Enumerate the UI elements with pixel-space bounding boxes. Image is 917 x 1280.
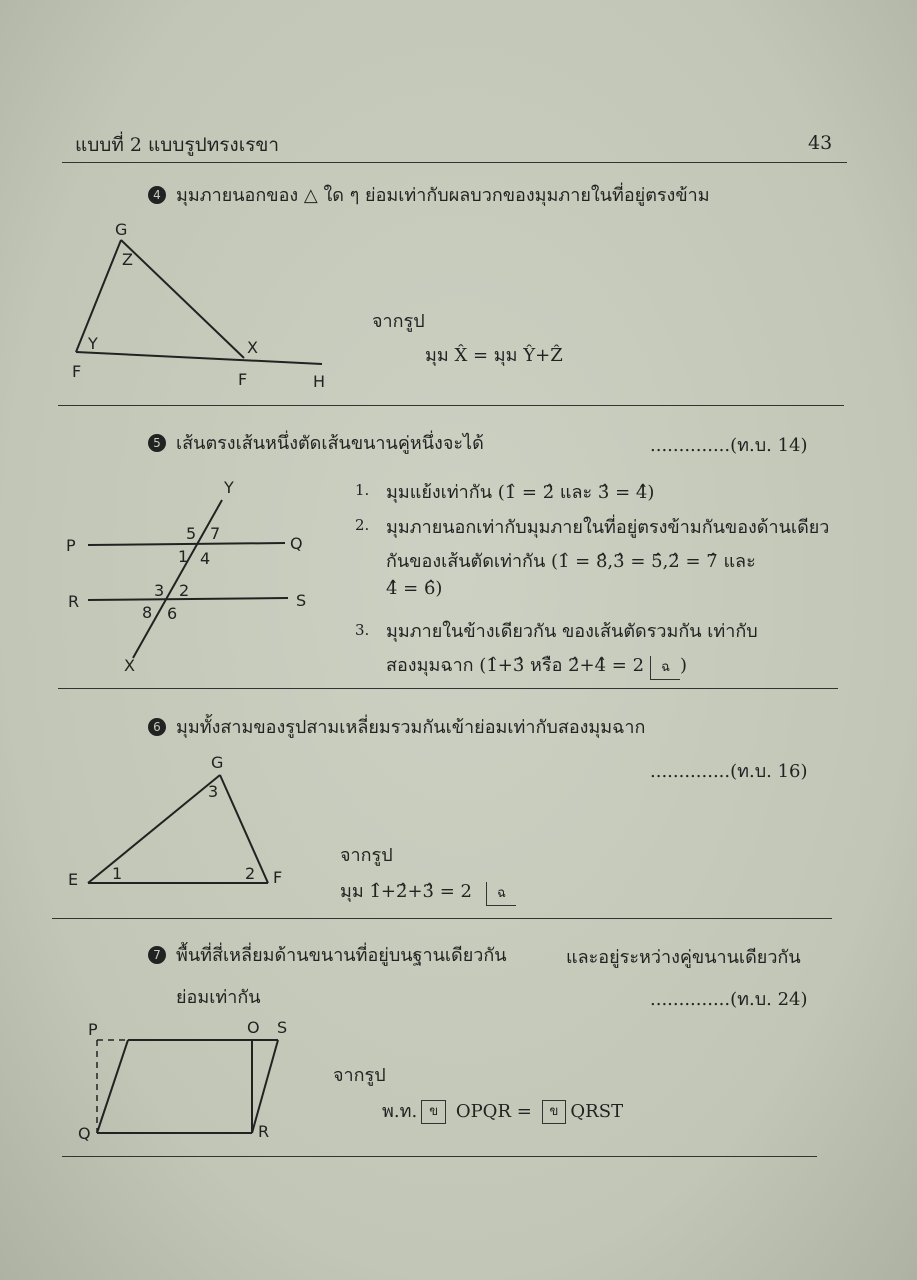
section-7-reference: ..............(ท.บ. 24) (650, 989, 808, 1010)
label-r: R (258, 1122, 270, 1141)
label-p: P (66, 536, 76, 555)
section-4-from-figure: จากรูป (372, 311, 425, 332)
label-p: P (88, 1020, 98, 1039)
label-x: X (247, 338, 258, 357)
formula-opqr: OPQR = (455, 1101, 532, 1122)
label-z: Z (122, 250, 133, 269)
page-number: 43 (808, 132, 833, 154)
label-g: G (115, 220, 128, 239)
angle-8: 8 (142, 603, 153, 622)
label-r: R (68, 592, 80, 611)
section-7-number: 7 (148, 946, 166, 964)
item-3-number: 3. (355, 621, 370, 639)
angle-4: 4 (200, 549, 211, 568)
section-7-text-line-2: ย่อมเท่ากัน (176, 987, 261, 1008)
section-6-formula: มุม 1̂+2̂+3̂ = 2 (340, 881, 472, 902)
angle-1: 1 (178, 547, 189, 566)
item-3-line-1: มุมภายในข้างเดียวกัน ของเส้นตัดรวมกัน เท่ากับ (386, 621, 758, 642)
angle-6: 6 (167, 604, 178, 623)
box-kh-2: ข (542, 1100, 567, 1124)
section-4-number: 4 (148, 186, 166, 204)
section-6-from-figure: จากรูป (340, 845, 393, 866)
section-7-text-a: พื้นที่สี่เหลี่ยมด้านขนานที่อยู่บนฐานเดียวกัน (176, 945, 507, 966)
label-e: E (68, 870, 79, 889)
item-2-number: 2. (355, 516, 370, 534)
item-1-text: มุมแย้งเท่ากัน (1̂ = 2̂ และ 3̂ = 4̂) (386, 482, 655, 503)
section-5-reference: ..............(ท.บ. 14) (650, 435, 808, 456)
item-2-line-2: กันของเส้นตัดเท่ากัน (1̂ = 8̂,3̂ = 5̂,2̂ = 7̂ และ (386, 551, 756, 572)
label-y: Y (88, 334, 98, 353)
label-h: H (313, 372, 326, 391)
angle-7: 7 (210, 524, 221, 543)
section-7-rule (62, 1156, 817, 1157)
header-title: แบบที่ 2 แบบรูปทรงเรขา (75, 134, 280, 156)
section-7-formula-line (382, 1096, 623, 1125)
label-q: Q (78, 1124, 91, 1143)
angle-5: 5 (186, 524, 197, 543)
item-1-number: 1. (355, 481, 370, 499)
section-7-text-b: และอยู่ระหว่างคู่ขนานเดียวกัน (566, 947, 801, 968)
section-6-text: มุมทั้งสามของรูปสามเหลี่ยมรวมกันเข้าย่อมเท่ากับสองมุมฉาก (176, 717, 646, 738)
formula-area-prefix: พ.ท. (382, 1101, 418, 1122)
section-6-reference: ..............(ท.บ. 16) (650, 761, 808, 782)
label-q: Q (290, 534, 303, 553)
label-x: X (124, 656, 135, 675)
right-angle-box: ฉ (650, 656, 680, 680)
section-6-number: 6 (148, 718, 166, 736)
label-f-right: F (238, 370, 248, 389)
section-4-text: มุมภายนอกของ △ ใด ๆ ย่อมเท่ากับผลบวกของมุมภายในที่อยู่ตรงข้าม (176, 185, 710, 206)
label-f-left: F (72, 362, 82, 381)
section-4-formula: มุม X̂ = มุม Ŷ+Ẑ (425, 345, 563, 366)
item-2-line-1: มุมภายนอกเท่ากับมุมภายในที่อยู่ตรงข้ามกันของด้านเดียว (386, 517, 830, 538)
box-kh-1: ข (421, 1100, 446, 1124)
right-angle-box: ฉ (486, 882, 516, 906)
angle-3: 3 (208, 782, 219, 801)
angle-2: 2 (245, 864, 256, 883)
label-o: O (247, 1018, 260, 1037)
angle-1: 1 (112, 864, 123, 883)
formula-qrst: QRST (570, 1101, 624, 1122)
label-y: Y (224, 478, 234, 497)
item-3-close: ) (679, 655, 687, 676)
label-s: S (296, 591, 307, 610)
section-5-text: เส้นตรงเส้นหนึ่งตัดเส้นขนานคู่หนึ่งจะได้ (176, 433, 484, 454)
section-7-from-figure: จากรูป (333, 1065, 386, 1086)
item-2-line-3: 4̂ = 6̂) (386, 578, 443, 599)
label-g: G (211, 753, 224, 772)
section-5-number: 5 (148, 434, 166, 452)
label-s: S (277, 1018, 288, 1037)
angle-3: 3 (154, 581, 165, 600)
label-f: F (273, 868, 283, 887)
angle-2: 2 (179, 581, 190, 600)
item-3-line-2-text: สองมุมฉาก (1̂+3̂ หรือ 2̂+4̂ = 2 (386, 655, 645, 676)
